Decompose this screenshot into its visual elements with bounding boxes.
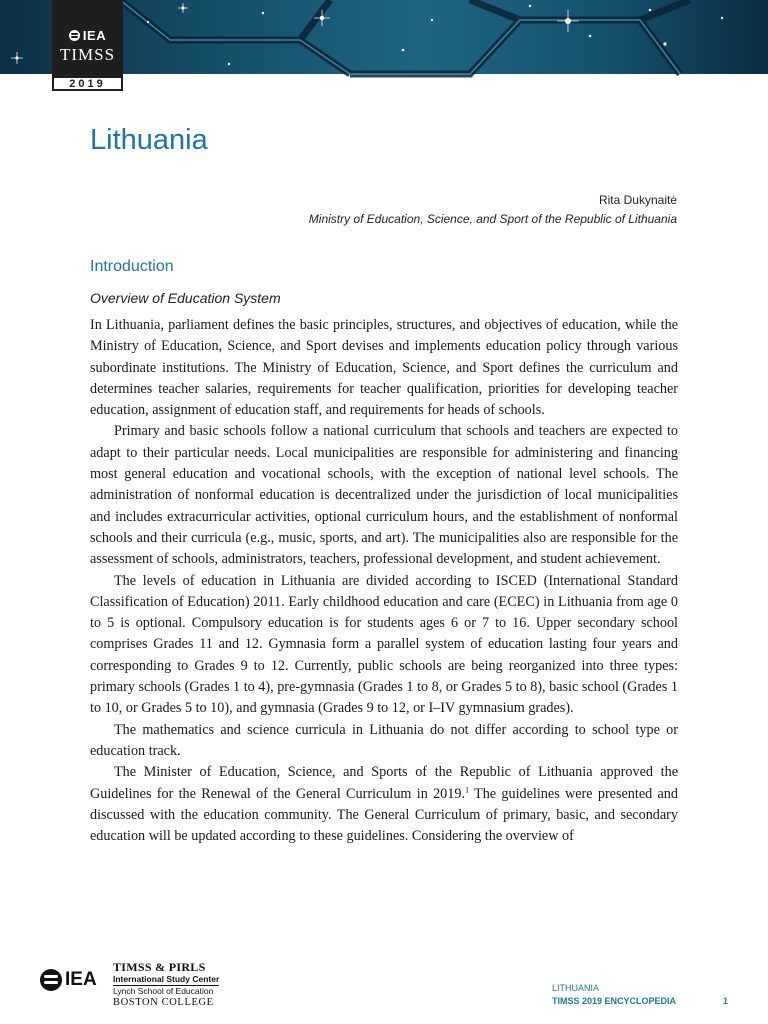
subsection-heading: Overview of Education System — [90, 290, 281, 306]
paragraph: Primary and basic schools follow a national curriculum that schools and teachers are expected to adapt to their particular needs. Local municipalities are responsible for administering and financing most general education and vocational schools, with the exception of national level schools. The administration of nonformal education is decentralized under the jurisdiction of local municipalities and includes extracurricular activities, optional curriculum hours, and the establishment of nonformal schools and their curricula (e.g., music, sports, and art). The municipalities also are responsible for the assessment of schools, administrators, teachers, professional development, and student achievement. — [90, 423, 678, 568]
logo-line: Lynch School of Education — [113, 986, 214, 996]
footer-encyclopedia: TIMSS 2019 ENCYCLOPEDIA — [552, 996, 677, 1006]
body-text — [90, 315, 678, 847]
paragraph: In Lithuania, parliament defines the basic principles, structures, and objectives of education, while the Ministry of Education, Science, and Sport devises and implements education policy through various subordinate institutions. The Ministry of Education, Science, and Sport defines the curriculum and determines teacher salaries, requirements for teacher qualification, priorities for developing teacher education, assignment of education staff, and requirements for heads of schools. — [90, 317, 678, 419]
logo-program: TIMSS — [59, 45, 116, 64]
author-affiliation: Ministry of Education, Science, and Sport of the Republic of Lithuania — [308, 212, 677, 226]
footer-country: LITHUANIA — [552, 983, 600, 993]
globe-icon — [69, 30, 80, 41]
logo-line: TIMSS & PIRLS — [113, 960, 206, 974]
header-banner — [0, 0, 768, 90]
section-heading: Introduction — [90, 258, 174, 275]
paragraph-text: The Minister of Education, Science, and Sports of the Republic of Lithuania approved the Guidelines for the Renewal of the General Curriculum in 2019. — [90, 764, 678, 802]
page-title: Lithuania — [90, 124, 208, 156]
study-center-logo — [113, 961, 219, 1009]
footer-logo — [40, 961, 230, 1007]
iea-logo — [40, 969, 97, 991]
logo-year: 2019 — [52, 76, 123, 91]
footer-logo-org: IEA — [65, 969, 97, 990]
logo-line: International Study Center — [113, 974, 220, 984]
paragraph: The mathematics and science curricula in Lithuania do not differ according to school type or education track. — [90, 721, 678, 759]
logo-line: BOSTON COLLEGE — [113, 997, 214, 1008]
globe-icon — [40, 969, 62, 991]
paragraph — [90, 762, 678, 847]
logo-org: IEA — [82, 28, 107, 43]
timss-logo — [52, 0, 123, 91]
paragraph-text: The guidelines were presented and discussed with the education community. The General Curriculum of primary, basic, and secondary education will be updated according to these guidelines. Considering the overview of — [90, 785, 678, 845]
author-name: Rita Dukynaitė — [598, 193, 677, 207]
paragraph: The levels of education in Lithuania are divided according to ISCED (International Standard Classification of Education) 2011. Early childhood education and care (ECEC) in Lithuania from age 0 to 5 is optional. Compulsory education is for students ages 6 or 7 to 16. Upper secondary school comprises Grades 11 and 12. Gymnasia form a parallel system of education lasting four years and corresponding to Grades 9 to 12. Currently, public schools are being reorganized into three types: primary schools (Grades 1 to 4), pre-gymnasia (Grades 1 to 8, or Grades 5 to 8), basic school (Grades 1 to 10, or Grades 5 to 10), and gymnasia (Grades 9 to 12, or I–IV gymnasium grades). — [90, 572, 678, 717]
page-number: 1 — [723, 996, 729, 1006]
footnote-reference[interactable]: 1 — [465, 784, 470, 794]
iea-logo-mark — [52, 28, 123, 43]
